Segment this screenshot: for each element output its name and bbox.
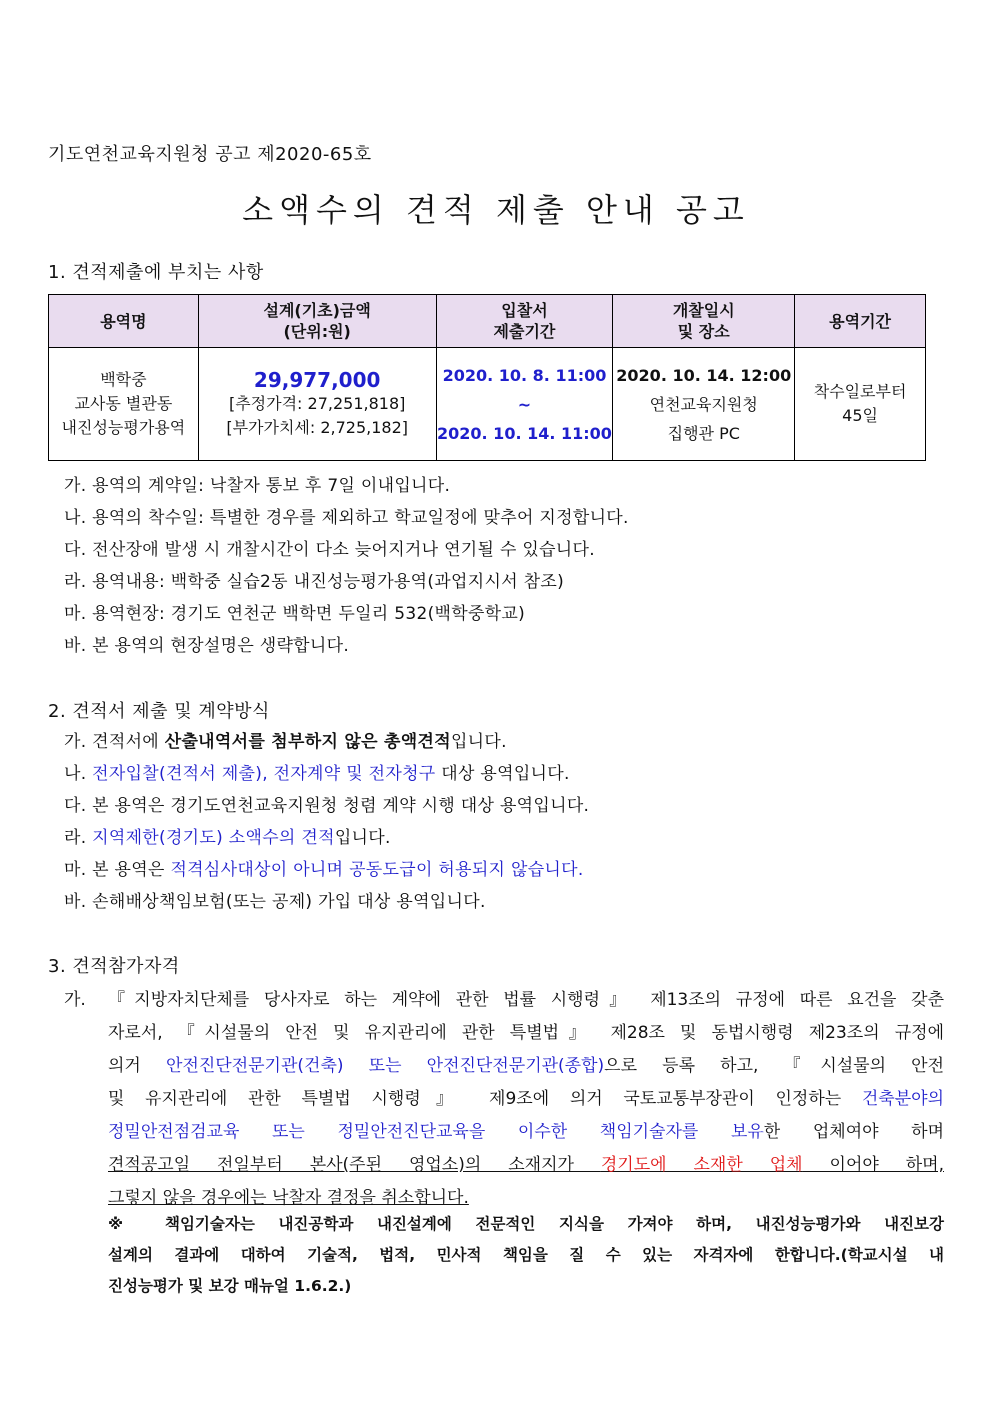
item-na-suffix: 대상 용역입니다. <box>435 764 570 784</box>
para-line-5 <box>108 1117 944 1142</box>
list-item: 바. 손해배상책임보험(또는 공제) 가입 대상 용역입니다. <box>64 892 486 912</box>
line6-highlight: 경기도에 소재한 업체 <box>600 1155 803 1175</box>
item-ra-highlight: 지역제한(경기도) 소액수의 견적 <box>92 828 335 848</box>
item-na-prefix: 나. <box>64 764 93 784</box>
para-line-2: 자로서, 『시설물의 안전 및 유지관리에 관한 특별법』 제28조 및 동법시행령 제23조의 규정에 <box>108 1023 944 1043</box>
item-na-highlight: 전자입찰(견적서 제출), 전자계약 및 전자청구 <box>92 764 436 784</box>
bid-info-table <box>48 294 926 461</box>
list-item <box>64 758 589 790</box>
header-opening <box>613 295 795 348</box>
item-ra-prefix: 라. <box>64 828 93 848</box>
para-line-3 <box>108 1051 944 1076</box>
header-bid-period <box>436 295 613 348</box>
section3-paragraph <box>64 985 945 1208</box>
amount-total: 29,977,000 <box>253 368 381 392</box>
item-ga-label: 가. <box>64 990 86 1010</box>
bid-start: 2020. 10. 8. 11:00 <box>442 365 607 385</box>
header-amount-line1: 설계(기초)금액 <box>263 301 371 320</box>
para-line-4 <box>108 1084 944 1109</box>
line3-highlight: 안전진단전문기관(건축) 또는 안전진단전문기관(종합) <box>166 1056 605 1076</box>
cell-service-name <box>49 348 199 461</box>
section2-heading: 2. 견적서 제출 및 계약방식 <box>48 701 270 722</box>
cell-bid-period <box>436 348 613 461</box>
cell-duration <box>795 348 926 461</box>
notice-number: 기도연천교육지원청 공고 제2020-65호 <box>48 144 372 165</box>
section1-items <box>64 470 629 662</box>
header-service-name: 용역명 <box>49 295 199 348</box>
list-item <box>64 822 589 854</box>
amount-vat: [부가가치세: 2,725,182] <box>226 418 408 437</box>
item-ga-suffix: 입니다. <box>450 732 507 752</box>
page-title: 소액수의 견적 제출 안내 공고 <box>242 191 750 229</box>
line4-prefix: 및 유지관리에 관한 특별법 시행령』 제9조에 의거 국토교통부장관이 인정하는 <box>108 1089 862 1109</box>
item-ga-bold: 산출내역서를 첨부하지 않은 총액견적 <box>164 732 451 752</box>
duration-line2: 45일 <box>842 406 878 425</box>
header-bid-period-line2: 제출기간 <box>493 322 556 341</box>
section3-heading: 3. 견적참가자격 <box>48 956 180 977</box>
item-ra-suffix: 입니다. <box>334 828 391 848</box>
note-line-3: 진성능평가 및 보강 매뉴얼 1.6.2.) <box>108 1277 352 1295</box>
header-bid-period-line1: 입찰서 <box>501 301 548 320</box>
line4-highlight: 건축분야의 <box>861 1089 944 1109</box>
list-item <box>64 726 589 758</box>
service-name-line3: 내진성능평가용역 <box>61 418 186 437</box>
service-name-line2: 교사동 별관동 <box>74 394 173 413</box>
opening-place1: 연천교육지원청 <box>649 394 758 414</box>
header-opening-line1: 개찰일시 <box>672 301 735 320</box>
list-item <box>64 854 589 886</box>
bid-separator: ~ <box>517 394 532 414</box>
item-ma-highlight: 적격심사대상이 아니며 공동도급이 허용되지 않습니다. <box>170 860 584 880</box>
list-item: 나. 용역의 착수일: 특별한 경우를 제외하고 학교일정에 맞추어 지정합니다. <box>64 508 629 528</box>
list-item: 라. 용역내용: 백학중 실습2동 내진성능평가용역(과업지시서 참조) <box>64 572 565 592</box>
line5-highlight: 정밀안전점검교육 또는 정밀안전진단교육을 이수한 책임기술자를 보유 <box>108 1122 764 1142</box>
opening-datetime: 2020. 10. 14. 12:00 <box>616 365 792 385</box>
item-ga-prefix: 가. 견적서에 <box>64 732 165 752</box>
line5-suffix: 한 업체여야 하며 <box>763 1122 945 1142</box>
para-line-7: 그렇지 않을 경우에는 낙찰자 결정을 취소합니다. <box>108 1188 469 1208</box>
para-line-1: 『지방자치단체를 당사자로 하는 계약에 관한 법률 시행령』 제13조의 규정에 따른 요건을 갖춘 <box>108 990 944 1010</box>
section2-items <box>64 726 589 918</box>
note-line-1: ※ 책임기술자는 내진공학과 내진설계에 전문적인 지식을 가져야 하며, 내진성능평가와 내진보강 <box>108 1215 944 1233</box>
line3-suffix: 으로 등록 하고, 『시설물의 안전 <box>604 1056 945 1076</box>
header-amount-line2: (단위:원) <box>283 322 351 341</box>
line6-suffix: 이어야 하며, <box>802 1155 944 1175</box>
bid-end: 2020. 10. 14. 11:00 <box>437 423 612 443</box>
line3-prefix: 의거 <box>108 1056 167 1076</box>
list-item: 가. 용역의 계약일: 낙찰자 통보 후 7일 이내입니다. <box>64 476 451 496</box>
header-duration: 용역기간 <box>795 295 926 348</box>
line6-prefix: 견적공고일 전일부터 본사(주된 영업소)의 소재지가 <box>108 1155 601 1175</box>
cell-amount <box>198 348 436 461</box>
note-line-2: 설계의 결과에 대하여 기술적, 법적, 민사적 책임을 질 수 있는 자격자에 한합니다.(학교시설 내 <box>108 1246 944 1264</box>
amount-estimate: [추정가격: 27,251,818] <box>228 394 406 413</box>
list-item: 다. 본 용역은 경기도연천교육지원청 청렴 계약 시행 대상 용역입니다. <box>64 796 590 816</box>
para-line-6 <box>108 1150 944 1175</box>
item-ma-prefix: 마. 본 용역은 <box>64 860 171 880</box>
service-name-line1: 백학중 <box>100 370 147 389</box>
header-opening-line2: 및 장소 <box>677 322 730 341</box>
list-item: 다. 전산장애 발생 시 개찰시간이 다소 늦어지거나 연기될 수 있습니다. <box>64 540 595 560</box>
header-amount <box>198 295 436 348</box>
cell-opening <box>613 348 795 461</box>
table-row <box>49 348 926 461</box>
table-header-row <box>49 295 926 348</box>
list-item: 마. 용역현장: 경기도 연천군 백학면 두일리 532(백학중학교) <box>64 604 526 624</box>
duration-line1: 착수일로부터 <box>813 382 907 401</box>
list-item: 바. 본 용역의 현장설명은 생략합니다. <box>64 636 350 656</box>
section1-heading: 1. 견적제출에 부치는 사항 <box>48 262 264 283</box>
opening-place2: 집행관 PC <box>667 423 740 443</box>
